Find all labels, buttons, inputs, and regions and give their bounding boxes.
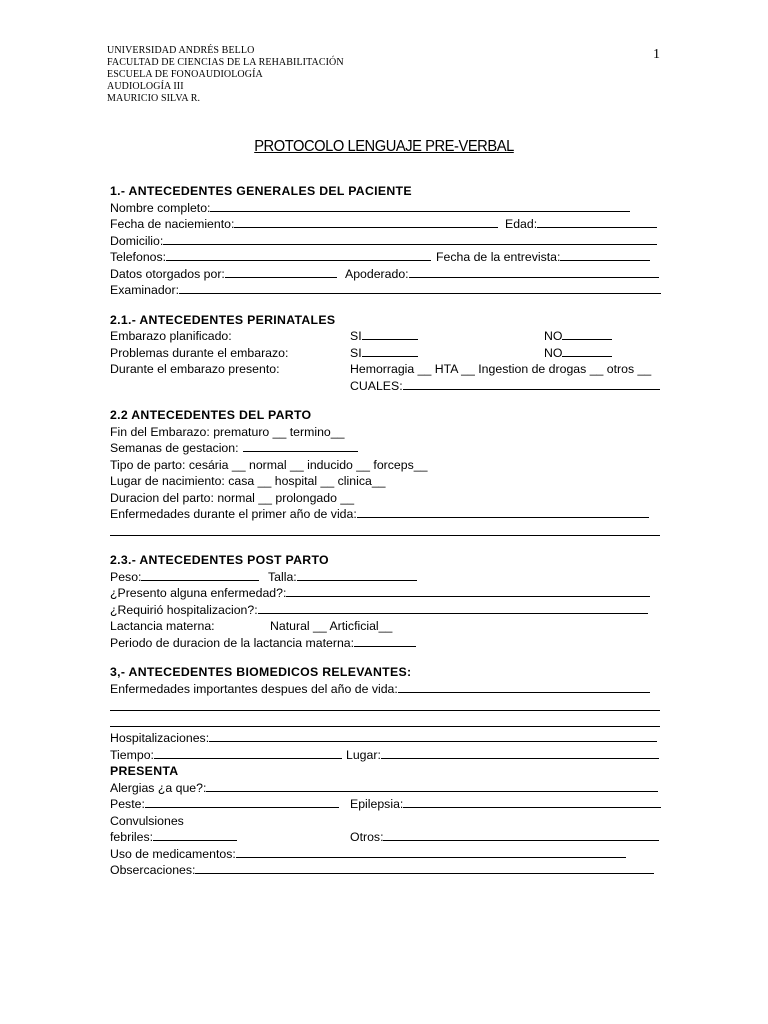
- blank-line[interactable]: [258, 602, 648, 614]
- field-lugar-nacimiento[interactable]: Lugar de nacimiento: casa __ hospital __ clinica__: [110, 474, 386, 488]
- field-tipo-parto[interactable]: Tipo de parto: cesária __ normal __ inducido __ forceps__: [110, 457, 428, 472]
- field-label: ¿Presento alguna enfermedad?:: [110, 586, 287, 600]
- field-label: Edad:: [505, 217, 538, 231]
- field-domicilio[interactable]: [110, 233, 666, 250]
- field-label: Embarazo planificado:: [110, 329, 232, 343]
- field-label: Obsercaciones:: [110, 863, 196, 877]
- blank-line[interactable]: [110, 714, 666, 731]
- field-label: Peste:: [110, 797, 145, 811]
- header-line: AUDIOLOGÍA III: [107, 81, 184, 92]
- header-line: FACULTAD DE CIENCIAS DE LA REHABILITACIÓN: [107, 57, 344, 68]
- field-label: Examinador:: [110, 283, 180, 297]
- section-heading: 2.3.- ANTECEDENTES POST PARTO: [110, 553, 329, 567]
- blank-line[interactable]: [362, 345, 418, 357]
- field-hospitalizaciones[interactable]: [110, 730, 666, 747]
- field-febriles-otros[interactable]: [110, 829, 666, 846]
- field-periodo-lactancia[interactable]: [110, 635, 666, 652]
- field-requirio-hospitalizacion[interactable]: [110, 602, 666, 619]
- field-label: Durante el embarazo presento:: [110, 362, 280, 376]
- field-durante-embarazo[interactable]: [110, 361, 666, 378]
- field-label: Peso:: [110, 569, 142, 584]
- field-label: Fecha de naciemiento:: [110, 217, 235, 231]
- field-label: Enfermedades durante el primer año de vida:: [110, 507, 357, 521]
- blank-line[interactable]: [234, 216, 498, 228]
- field-label: febriles:: [110, 830, 154, 844]
- blank-line[interactable]: [195, 862, 654, 874]
- blank-line[interactable]: [383, 829, 659, 841]
- field-alergias[interactable]: [110, 780, 666, 797]
- blank-line[interactable]: [297, 569, 417, 581]
- field-label: Hospitalizaciones:: [110, 731, 210, 745]
- field-presento-enfermedad[interactable]: [110, 585, 666, 602]
- blank-line[interactable]: [560, 249, 650, 261]
- field-label: Domicilio:: [110, 233, 164, 248]
- field-label: Enfermedades importantes despues del año de vida:: [110, 681, 398, 696]
- blank-line[interactable]: [562, 345, 612, 357]
- field-peso-talla[interactable]: [110, 569, 666, 586]
- blank-line[interactable]: [357, 506, 649, 518]
- blank-line[interactable]: [409, 266, 659, 278]
- field-embarazo-planificado[interactable]: [110, 328, 666, 345]
- blank-line[interactable]: [206, 780, 658, 792]
- blank-line[interactable]: [153, 829, 237, 841]
- page-number: 1: [653, 47, 660, 62]
- field-lactancia[interactable]: [110, 618, 666, 635]
- blank-line[interactable]: [163, 233, 657, 245]
- institution-header: [107, 45, 344, 105]
- option-si: SI: [350, 345, 362, 360]
- blank-line[interactable]: [562, 328, 612, 340]
- field-telefonos[interactable]: [110, 249, 666, 266]
- field-label: Lugar:: [346, 747, 381, 762]
- options-text: Hemorragia __ HTA __ Ingestion de drogas __ otros __: [350, 362, 652, 376]
- blank-line[interactable]: [537, 216, 657, 228]
- field-label: Talla:: [268, 569, 297, 584]
- field-label: Uso de medicamentos:: [110, 846, 236, 861]
- option-no: NO: [544, 345, 563, 360]
- field-label: Periodo de duracion de la lactancia materna:: [110, 635, 355, 650]
- field-uso-medicamentos[interactable]: [110, 846, 666, 863]
- section-heading: 2.1.- ANTECEDENTES PERINATALES: [110, 312, 336, 327]
- field-label: Telefonos:: [110, 250, 167, 264]
- field-enfermedades-importantes[interactable]: [110, 681, 666, 698]
- blank-line[interactable]: [209, 730, 657, 742]
- field-label: ¿Requirió hospitalizacion?:: [110, 602, 258, 617]
- blank-line[interactable]: [381, 747, 659, 759]
- blank-line[interactable]: [403, 378, 660, 390]
- header-line: ESCUELA DE FONOAUDIOLOGÍA: [107, 69, 263, 80]
- field-problemas-embarazo[interactable]: [110, 345, 666, 362]
- blank-line[interactable]: [179, 282, 661, 294]
- field-nombre[interactable]: [110, 200, 666, 217]
- field-duracion-parto[interactable]: Duracion del parto: normal __ prolongado __: [110, 490, 355, 505]
- section-heading: 2.2 ANTECEDENTES DEL PARTO: [110, 408, 312, 422]
- field-fecha-nacimiento[interactable]: [110, 216, 666, 233]
- field-label: Datos otorgados por:: [110, 266, 225, 281]
- blank-line[interactable]: [354, 635, 416, 647]
- section-heading: 3,- ANTECEDENTES BIOMEDICOS RELEVANTES:: [110, 665, 412, 679]
- field-convulsiones-label: Convulsiones: [110, 813, 184, 828]
- blank-line[interactable]: [236, 846, 626, 858]
- field-label: Nombre completo:: [110, 200, 211, 215]
- field-enfermedades-primer-ano[interactable]: [110, 506, 666, 523]
- field-label: Problemas durante el embarazo:: [110, 345, 289, 360]
- blank-line[interactable]: [110, 523, 666, 540]
- section-heading: 1.- ANTECEDENTES GENERALES DEL PACIENTE: [110, 184, 412, 198]
- field-label: Lactancia materna:: [110, 619, 215, 633]
- form-body: [110, 183, 666, 879]
- option-si: SI: [350, 329, 362, 343]
- blank-line[interactable]: [166, 249, 431, 261]
- field-label: Epilepsia:: [350, 797, 404, 811]
- blank-line[interactable]: [145, 796, 339, 808]
- blank-line[interactable]: [141, 569, 259, 581]
- field-label: Otros:: [350, 830, 384, 844]
- options-text: Natural __ Articficial__: [270, 619, 393, 633]
- field-fin-embarazo[interactable]: Fin del Embarazo: prematuro __ termino__: [110, 424, 345, 439]
- field-label: Apoderado:: [345, 266, 409, 281]
- header-line: MAURICIO SILVA R.: [107, 93, 201, 104]
- blank-line[interactable]: [243, 440, 358, 452]
- field-label: CUALES:: [350, 378, 403, 393]
- field-observaciones[interactable]: [110, 862, 666, 879]
- field-examinador[interactable]: [110, 282, 666, 299]
- blank-line[interactable]: [110, 697, 666, 714]
- field-semanas[interactable]: [110, 440, 666, 457]
- blank-line[interactable]: [362, 328, 418, 340]
- header-line: UNIVERSIDAD ANDRÉS BELLO: [107, 45, 255, 56]
- field-cuales[interactable]: [110, 378, 666, 395]
- field-label: Semanas de gestacion:: [110, 441, 239, 455]
- field-label: Fecha de la entrevista:: [436, 250, 561, 264]
- blank-line[interactable]: [154, 747, 342, 759]
- field-peste-epilepsia[interactable]: [110, 796, 666, 813]
- page-title: PROTOCOLO LENGUAJE PRE-VERBAL: [254, 138, 514, 155]
- blank-line[interactable]: [398, 681, 650, 693]
- field-label: Alergias ¿a que?:: [110, 780, 207, 795]
- blank-line[interactable]: [210, 200, 630, 212]
- blank-line[interactable]: [225, 266, 337, 278]
- option-no: NO: [544, 329, 563, 343]
- blank-line[interactable]: [403, 796, 661, 808]
- field-label: Tiempo:: [110, 747, 154, 762]
- blank-line[interactable]: [286, 585, 650, 597]
- subheading-presenta: PRESENTA: [110, 764, 179, 778]
- field-datos[interactable]: [110, 266, 666, 283]
- field-tiempo-lugar[interactable]: [110, 747, 666, 764]
